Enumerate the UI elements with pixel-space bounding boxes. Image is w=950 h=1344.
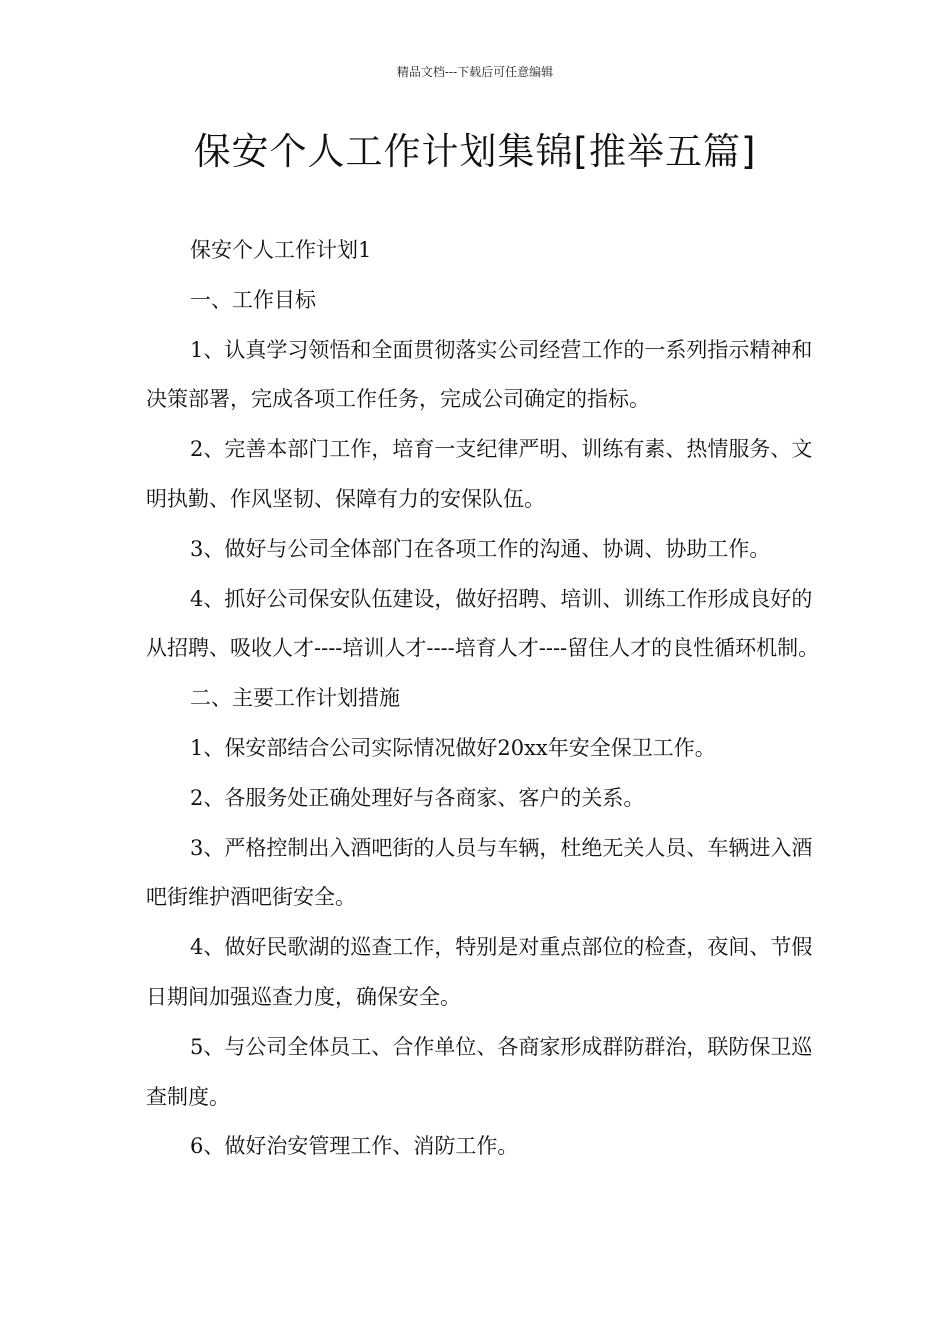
- paragraph-measure-3: 3、严格控制出入酒吧街的人员与车辆，杜绝无关人员、车辆进入酒吧街维护酒吧街安全。: [146, 835, 813, 910]
- section-heading-plan-1: 保安个人工作计划1: [190, 238, 372, 262]
- paragraph-goal-2: 2、完善本部门工作，培育一支纪律严明、训练有素、热情服务、文明执勤、作风坚韧、保障有力的安保队伍。: [146, 437, 813, 511]
- paragraph-measure-1: 1、保安部结合公司实际情况做好20xx年安全保卫工作。: [190, 735, 716, 760]
- paragraph-measure-6: 6、做好治安管理工作、消防工作。: [190, 1134, 519, 1159]
- section-heading-goals: 一、工作目标: [190, 287, 316, 312]
- page-header-watermark: 精品文档---下载后可任意编辑: [396, 65, 554, 79]
- paragraph-goal-4: 4、抓好公司保安队伍建设，做好招聘、培训、训练工作形成良好的从招聘、吸收人才----培训人才----培育人才----留住人才的良性循环机制。: [146, 586, 820, 661]
- section-heading-measures: 二、主要工作计划措施: [190, 686, 400, 711]
- paragraph-measure-2: 2、各服务处正确处理好与各商家、客户的关系。: [190, 785, 645, 810]
- paragraph-measure-5: 5、与公司全体员工、合作单位、各商家形成群防群治，联防保卫巡查制度。: [146, 1034, 813, 1109]
- paragraph-goal-1: 1、认真学习领悟和全面贯彻落实公司经营工作的一系列指示精神和决策部署，完成各项工作任务，完成公司确定的指标。: [146, 337, 813, 412]
- paragraph-measure-4: 4、做好民歌湖的巡查工作，特别是对重点部位的检查，夜间、节假日期间加强巡查力度，确保安全。: [146, 935, 813, 1009]
- document-title: 保安个人工作计划集锦[推举五篇]: [193, 130, 757, 173]
- document-body: [146, 226, 826, 1172]
- paragraph-goal-3: 3、做好与公司全体部门在各项工作的沟通、协调、协助工作。: [190, 536, 771, 561]
